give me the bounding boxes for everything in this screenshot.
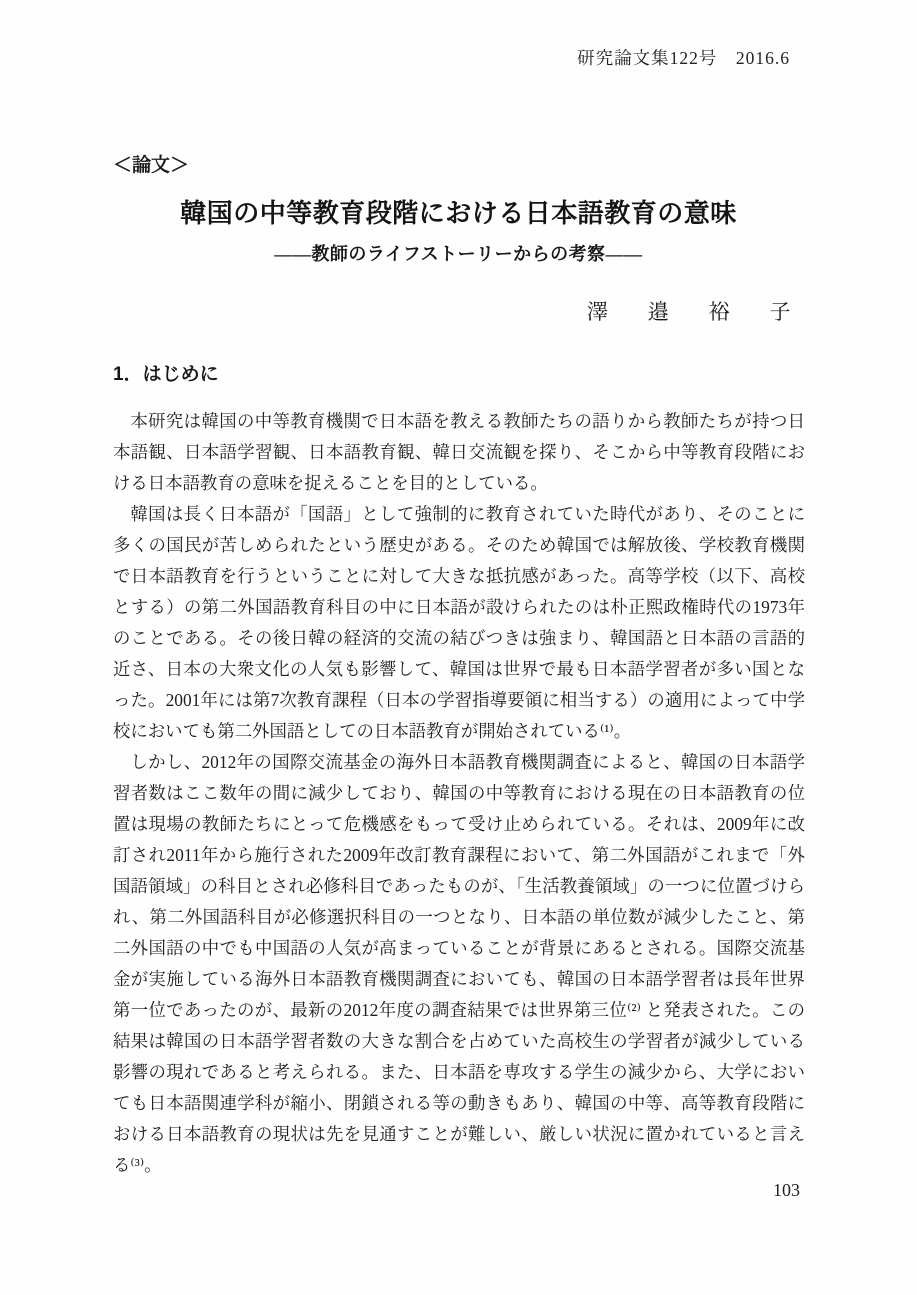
section-heading: 1．はじめに	[113, 364, 219, 385]
paragraph: 本研究は韓国の中等教育機関で日本語を教える教師たちの語りから教師たちが持つ日本語観、日本語学習観、日本語教育観、韓日交流観を探り、そこから中等教育段階における日本語教育の意味を捉えることを目的としている。	[113, 411, 805, 493]
article-subtitle: ――教師のライフストーリーからの考察――	[274, 244, 643, 264]
paragraph: 韓国は長く日本語が「国語」として強制的に教育されていた時代があり、そのことに多くの国民が苦しめられたという歴史がある。そのため韓国では解放後、学校教育機関で日本語教育を行うということに対して大きな抵抗感があった。高等学校（以下、高校とする）の第二外国語教育科目の中に日本語が設けられたのは朴正煕政権時代の1973年のことである。その後日韓の経済的交流の結びつきは強まり、韓国語と日本語の言語的近さ、日本の大衆文化の人気も影響して、韓国は世界で最も日本語学習者が多い国となった。2001年には第7次教育課程（日本の学習指導要領に相当する）の適用によって中学校においても第二外国語としての日本語教育が開始されている⁽¹⁾。	[113, 504, 805, 741]
paragraph: しかし、2012年の国際交流基金の海外日本語教育機関調査によると、韓国の日本語学習者数はここ数年の間に減少しており、韓国の中等教育における現在の日本語教育の位置は現場の教師たちにとって危機感をもって受け止められている。それは、2009年に改訂され2011年から施行された2009年改訂教育課程において、第二外国語がこれまで「外国語領域」の科目とされ必修科目であったものが、「生活教養領域」の一つに位置づけられ、第二外国語科目が必修選択科目の一つとなり、日本語の単位数が減少したこと、第二外国語の中でも中国語の人気が高まっていることが背景にあるとされる。国際交流基金が実施している海外日本語教育機関調査においても、韓国の日本語学習者は長年世界第一位であったのが、最新の2012年度の調査結果では世界第三位⁽²⁾ と発表された。この結果は韓国の日本語学習者数の大きな割合を占めていた高校生の学習者が減少している影響の現れであると考えられる。また、日本語を専攻する学生の減少から、大学においても日本語関連学科が縮小、閉鎖される等の動きもあり、韓国の中等、高等教育段階における日本語教育の現状は先を見通すことが難しい、厳しい状況に置かれていると言える⁽³⁾。	[113, 752, 805, 1175]
article-type-label: ＜論文＞	[113, 155, 190, 176]
article-body	[113, 406, 805, 1181]
page-number: 103	[773, 1180, 800, 1200]
page-title: 韓国の中等教育段階における日本語教育の意味	[180, 199, 737, 228]
author-name: 澤 邉 裕 子	[586, 300, 800, 324]
running-header: 研究論文集122号 2016.6	[577, 48, 790, 68]
